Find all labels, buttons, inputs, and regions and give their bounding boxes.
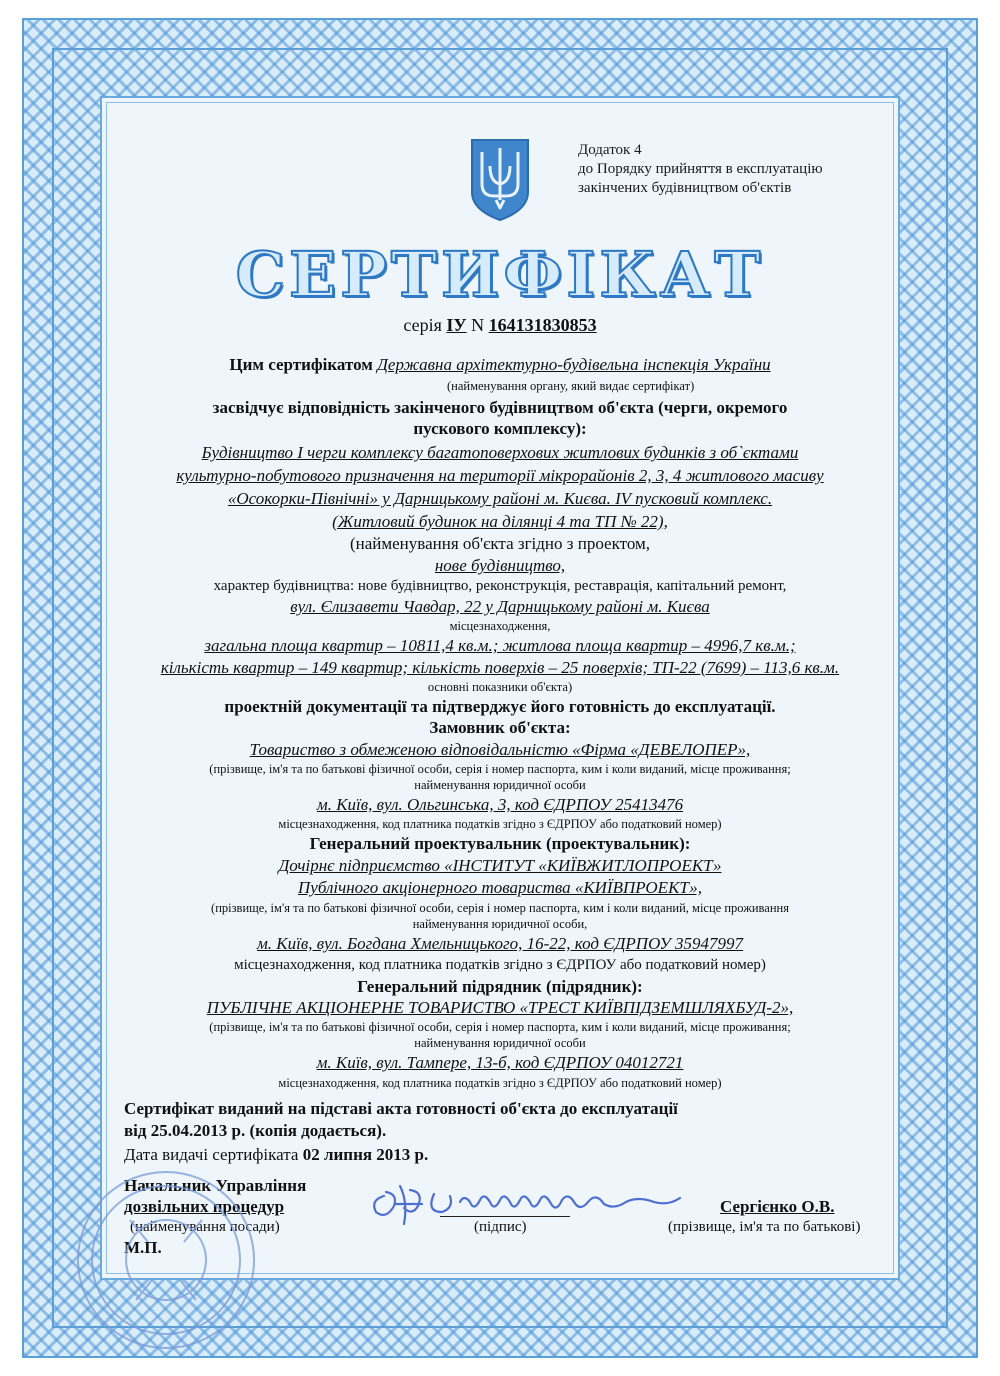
conformity-statement: проектній документації та підтверджує його готовність до експлуатації. [224,697,776,716]
certificate-number: 164131830853 [488,315,597,335]
name-caption: (прізвище, ім'я та по батькові) [668,1219,861,1235]
certifies-line: засвідчує відповідність закінченого будівництвом об'єкта (черги, окремого [212,398,788,417]
position-caption: (найменування посади) [130,1219,280,1235]
customer-caption: (прізвище, ім'я та по батькові фізичної особи, серія і номер паспорта, ким і коли виданий, місце проживання; [209,762,791,776]
issuer-caption: (найменування органу, який видає сертифікат) [447,379,695,393]
stamp-mark: М.П. [124,1238,162,1257]
issue-date: 02 липня 2013 р. [302,1145,429,1164]
object-location: вул. Єлизавети Чавдар, 22 у Дарницькому районі м. Києва [290,597,710,616]
designer-caption: (прізвище, ім'я та по батькові фізичної особи, серія і номер паспорта, ким і коли виданий, місце проживання [211,901,789,915]
number-label: N [471,315,485,335]
annex-line: Додаток 4 [578,142,642,158]
issue-date-label: Дата видачі сертифіката [124,1145,299,1164]
issuer-name: Державна архітектурно-будівельна інспекція України [377,355,771,374]
object-name-line: культурно-побутового призначення на території мікрорайонів 2, 3, 4 житлового масиву [176,466,824,485]
signature-caption: (підпис) [474,1219,527,1235]
object-name-line: Будівництво І черги комплексу багатоповерхових житлових будинків з об`єктами [201,443,799,462]
designer-heading: Генеральний проектувальник (проектувальник): [309,834,691,853]
customer-address: м. Київ, вул. Ольгинська, 3, код ЄДРПОУ 25413476 [316,795,684,814]
contractor-address: м. Київ, вул. Тампере, 13-б, код ЄДРПОУ 04012721 [316,1053,684,1072]
signer-position: Начальник Управління [124,1176,307,1195]
annex-line: до Порядку прийняття в експлуатацію [578,161,823,177]
certificate-title: СЕРТИФІКАТ [235,238,765,311]
signer-position: дозвільних процедур [124,1197,285,1216]
indicators-line: загальна площа квартир – 10811,4 кв.м.; житлова площа квартир – 4996,7 кв.м.; [204,636,796,655]
contractor-heading: Генеральний підрядник (підрядник): [357,977,643,996]
handwritten-signature [364,1172,694,1236]
designer-name: Дочірнє підприємство «ІНСТИТУТ «КИЇВЖИТЛОПРОЕКТ» [278,856,722,875]
annex-reference [578,141,823,198]
intro-prefix: Цим сертифікатом [229,355,373,374]
location-caption: місцезнаходження, [449,619,551,633]
customer-name: Товариство з обмеженою відповідальністю «Фірма «ДЕВЕЛОПЕР», [249,740,751,759]
issuer-line [0,355,1000,375]
customer-caption: найменування юридичної особи [414,778,586,792]
construction-type: нове будівництво, [434,556,566,575]
designer-address: м. Київ, вул. Богдана Хмельницького, 16-22, код ЄДРПОУ 35947997 [256,934,744,953]
construction-caption: характер будівництва: нове будівництво, реконструкція, реставрація, капітальний ремонт, [213,578,787,594]
annex-line: закінчених будівництвом об'єктів [578,180,792,196]
object-caption: (найменування об'єкта згідно з проектом, [349,534,651,553]
object-name-line: (Житловий будинок на ділянці 4 та ТП № 22), [332,512,668,531]
indicators-line: кількість квартир – 149 квартир; кількість поверхів – 25 поверхів; ТП-22 (7699) – 113,6 кв.м. [160,658,840,677]
indicators-caption: основні показники об'єкта) [427,680,573,694]
customer-heading: Замовник об'єкта: [429,718,571,737]
contractor-caption: (прізвище, ім'я та по батькові фізичної особи, серія і номер паспорта, ким і коли виданий, місце проживання; [209,1020,791,1034]
basis-line: від 25.04.2013 р. (копія додається). [124,1121,387,1140]
basis-line: Сертифікат виданий на підставі акта готовності об'єкта до експлуатації [124,1099,678,1118]
series-label: серія [403,315,442,335]
contractor-name: ПУБЛІЧНЕ АКЦІОНЕРНЕ ТОВАРИСТВО «ТРЕСТ КИЇВПІДЗЕМШЛЯХБУД-2», [206,998,794,1017]
object-name-line: «Осокорки-Північні» у Дарницькому районі м. Києва. IV пусковий комплекс. [227,489,773,508]
signer-name: Сергієнко О.В. [720,1197,835,1216]
designer-caption: найменування юридичної особи, [412,917,588,931]
series-code: ІУ [446,315,467,335]
designer-name: Публічного акціонерного товариства «КИЇВПРОЕКТ», [298,878,702,897]
trident-crest-icon [468,136,532,224]
certifies-line: пускового комплексу): [413,419,587,438]
series-line [0,315,1000,336]
designer-address-caption: місцезнаходження, код платника податків згідно з ЄДРПОУ або податковий номер) [234,957,766,973]
contractor-caption: найменування юридичної особи [414,1036,586,1050]
customer-address-caption: місцезнаходження, код платника податків згідно з ЄДРПОУ або податковий номер) [278,817,722,831]
official-stamp [66,1150,266,1350]
contractor-address-caption: місцезнаходження, код платника податків згідно з ЄДРПОУ або податковий номер) [278,1076,722,1090]
